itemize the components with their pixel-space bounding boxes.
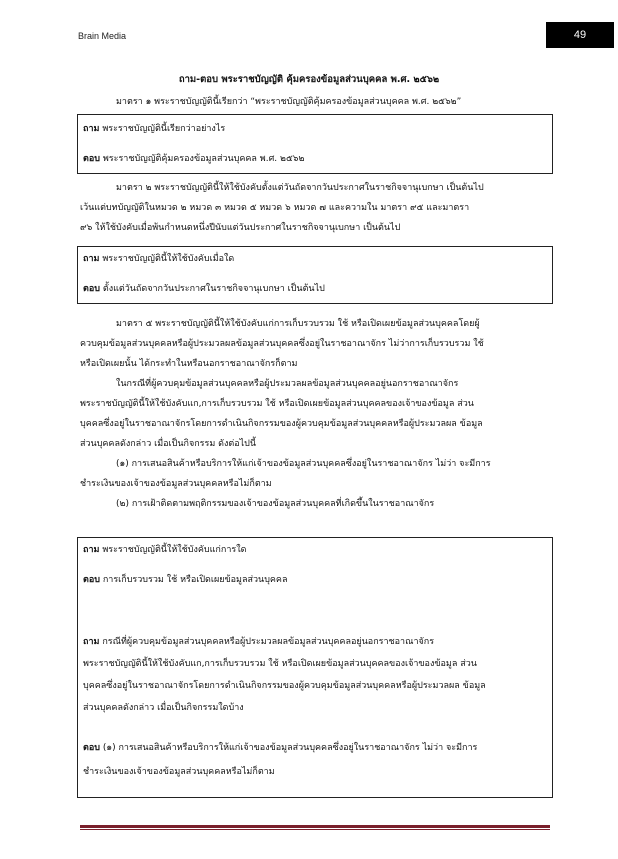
qa3-a2-line: (๑) การเสนอสินค้าหรือบริการให้แก่เจ้าของข้อมูลส่วนบุคคลซึ่งอยู่ในราชอาณาจักร ไม่ว่า จะมีการ bbox=[102, 743, 478, 753]
qa3-a1-label: ตอบ bbox=[83, 575, 100, 585]
qa2-q-text: พระราชบัญญัตินี้ให้ใช้บังคับเมื่อใด bbox=[102, 254, 235, 264]
qa2-question bbox=[83, 249, 547, 269]
section-5-line: ในกรณีที่ผู้ควบคุมข้อมูลส่วนบุคคลหรือผู้ประมวลผลข้อมูลส่วนบุคคลอยู่นอกราชอาณาจักร bbox=[116, 379, 459, 389]
section-5-line: (๒) การเฝ้าติดตามพฤติกรรมของเจ้าของข้อมูลส่วนบุคคลที่เกิดขึ้นในราชอาณาจักร bbox=[116, 499, 435, 509]
qa3-question-1 bbox=[83, 540, 547, 560]
qa1-q-label: ถาม bbox=[83, 124, 100, 134]
qa1-a-text: พระราชบัญญัติคุ้มครองข้อมูลส่วนบุคคล พ.ศ. ๒๕๖๒ bbox=[102, 154, 305, 164]
section-1 bbox=[80, 92, 550, 112]
document-title: ถาม-ตอบ พระราชบัญญัติ คุ้มครองข้อมูลส่วนบุคคล พ.ศ. ๒๕๖๒ bbox=[178, 74, 440, 85]
qa3-q2-line: ส่วนบุคคลดังกล่าว เมื่อเป็นกิจกรรมใดบ้าง bbox=[83, 703, 244, 713]
qa3-q1-label: ถาม bbox=[83, 545, 100, 555]
section-5-line: (๑) การเสนอสินค้าหรือบริการให้แก่เจ้าของข้อมูลส่วนบุคคลซึ่งอยู่ในราชอาณาจักร ไม่ว่า จะมีการ bbox=[116, 459, 491, 469]
header-brand: Brain Media bbox=[78, 31, 127, 41]
section-5-line: มาตรา ๕ พระราชบัญญัตินี้ให้ใช้บังคับแก่การเก็บรวบรวม ใช้ หรือเปิดเผยข้อมูลส่วนบุคคลโดยผู้ bbox=[116, 319, 480, 329]
qa1-question bbox=[83, 119, 547, 139]
section-2-line: ๙๖ ให้ใช้บังคับเมื่อพ้นกำหนดหนึ่งปีนับแต่วันประกาศในราชกิจจานุเบกษา เป็นต้นไป bbox=[80, 223, 401, 233]
qa3-a2-line: ชำระเงินของเจ้าของข้อมูลส่วนบุคคลหรือไม่ก็ตาม bbox=[83, 767, 275, 777]
qa2-a-label: ตอบ bbox=[83, 284, 100, 294]
footer-rule-thin bbox=[80, 829, 550, 830]
qa1-a-label: ตอบ bbox=[83, 154, 100, 164]
qa1-q-text: พระราชบัญญัตินี้เรียกว่าอย่างไร bbox=[102, 124, 226, 134]
section-2-line: มาตรา ๒ พระราชบัญญัตินี้ให้ใช้บังคับตั้งแต่วันถัดจากวันประกาศในราชกิจจานุเบกษา เป็นต้นไป bbox=[116, 183, 484, 193]
qa3-answer-2 bbox=[83, 738, 547, 758]
qa2-a-text: ตั้งแต่วันถัดจากวันประกาศในราชกิจจานุเบกษา เป็นต้นไป bbox=[102, 284, 325, 294]
qa1-answer bbox=[83, 149, 547, 169]
section-5-line: ส่วนบุคคลดังกล่าว เมื่อเป็นกิจกรรม ดังต่อไปนี้ bbox=[80, 439, 257, 449]
page-number-badge bbox=[546, 22, 614, 48]
qa3-answer-1 bbox=[83, 570, 547, 590]
qa-box-2 bbox=[77, 246, 553, 304]
qa3-q1-text: พระราชบัญญัตินี้ให้ใช้บังคับแก่การใด bbox=[102, 545, 247, 555]
section-5-line: หรือเปิดเผยนั้น ได้กระทำในหรือนอกราชอาณาจักรก็ตาม bbox=[80, 359, 298, 369]
section-5-line: บุคคลซึ่งอยู่ในราชอาณาจักรโดยการดำเนินกิจกรรมของผู้ควบคุมข้อมูลส่วนบุคคลหรือผู้ประมวลผล ข้อมูล bbox=[80, 419, 483, 429]
qa2-answer bbox=[83, 279, 547, 299]
qa3-q2-line: พระราชบัญญัตินี้ให้ใช้บังคับแก,การเก็บรวบรวม ใช้ หรือเปิดเผยข้อมูลส่วนบุคคลของเจ้าของข้อมูล ส่วน bbox=[83, 659, 477, 669]
qa3-q2-label: ถาม bbox=[83, 637, 100, 647]
qa-box-1 bbox=[77, 114, 553, 174]
section-5 bbox=[80, 314, 550, 514]
page-number: 49 bbox=[573, 29, 587, 41]
qa3-q2-line: กรณีที่ผู้ควบคุมข้อมูลส่วนบุคคลหรือผู้ประมวลผลข้อมูลส่วนบุคคลอยู่นอกราชอาณาจักร bbox=[102, 637, 435, 647]
section-5-line: พระราชบัญญัตินี้ให้ใช้บังคับแก,การเก็บรวบรวม ใช้ หรือเปิดเผยข้อมูลส่วนบุคคลของเจ้าของข้อมูล ส่วน bbox=[80, 399, 474, 409]
section-1-text: มาตรา ๑ พระราชบัญญัตินี้เรียกว่า “พระราชบัญญัติคุ้มครองข้อมูลส่วนบุคคล พ.ศ. ๒๕๖๒” bbox=[116, 97, 462, 107]
section-2 bbox=[80, 178, 550, 238]
section-5-line: ชำระเงินของเจ้าของข้อมูลส่วนบุคคลหรือไม่ก็ตาม bbox=[80, 479, 272, 489]
qa3-a2-label: ตอบ bbox=[83, 743, 100, 753]
footer-rule-thick bbox=[80, 825, 550, 828]
qa-box-3 bbox=[77, 537, 553, 798]
section-2-line: เว้นแต่บทบัญญัติในหมวด ๒ หมวด ๓ หมวด ๕ หมวด ๖ หมวด ๗ และความใน มาตรา ๙๕ และมาตรา bbox=[80, 203, 470, 213]
qa2-q-label: ถาม bbox=[83, 254, 100, 264]
qa3-question-2 bbox=[83, 632, 547, 652]
qa3-a1-text: การเก็บรวบรวม ใช้ หรือเปิดเผยข้อมูลส่วนบุคคล bbox=[102, 575, 288, 585]
qa3-q2-line: บุคคลซึ่งอยู่ในราชอาณาจักรโดยการดำเนินกิจกรรมของผู้ควบคุมข้อมูลส่วนบุคคลหรือผู้ประมวลผล ข้อมูล bbox=[83, 681, 486, 691]
section-5-line: ควบคุมข้อมูลส่วนบุคคลหรือผู้ประมวลผลข้อมูลส่วนบุคคลซึ่งอยู่ในราชอาณาจักร ไม่ว่าการเก็บรวบรวม ใช้ bbox=[80, 339, 484, 349]
